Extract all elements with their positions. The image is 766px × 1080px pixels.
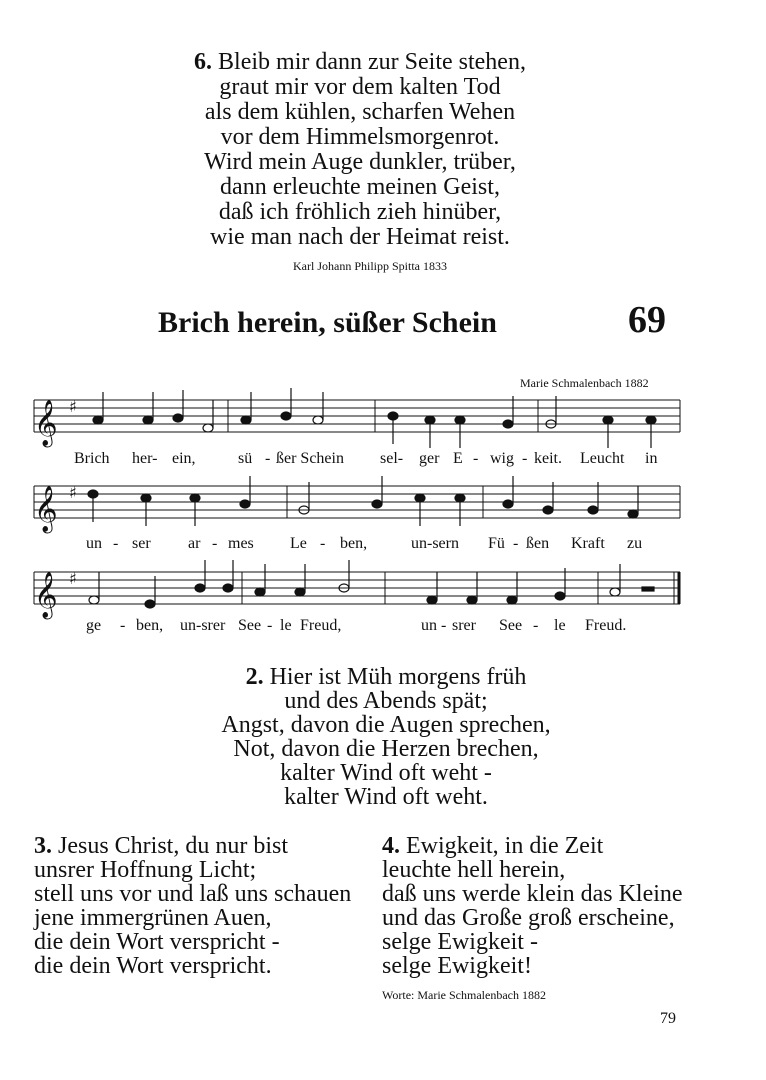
- page-number: 79: [660, 1010, 676, 1027]
- stanza-line: vor dem Himmelsmorgenrot.: [220, 124, 500, 150]
- stanza-line: 3. Jesus Christ, du nur bist: [34, 833, 289, 859]
- lyric-syllable: ßer Schein: [276, 450, 344, 467]
- lyric-syllable: ben,: [340, 535, 368, 552]
- stanza-line: Wird mein Auge dunkler, trüber,: [204, 149, 516, 175]
- stanza-line: als dem kühlen, scharfen Wehen: [204, 99, 516, 125]
- lyric-hyphen: -: [267, 617, 273, 634]
- composer-credit: Marie Schmalenbach 1882: [520, 376, 649, 390]
- stanza-line: Not, davon die Herzen brechen,: [233, 736, 539, 762]
- stanza-3: [34, 834, 351, 978]
- lyric-syllable: ser: [132, 535, 151, 552]
- stanza-line: kalter Wind oft weht -: [280, 760, 492, 786]
- hymn-number: 69: [628, 299, 666, 341]
- stanza-line: 4. Ewigkeit, in die Zeit: [382, 833, 604, 859]
- treble-clef-icon: 𝄞: [34, 400, 58, 446]
- stanza-number: 6.: [194, 49, 213, 75]
- words-credit: Worte: Marie Schmalenbach 1882: [382, 988, 546, 1002]
- stanza-2: [196, 665, 576, 809]
- lyric-hyphen: -: [113, 535, 119, 552]
- lyric-syllable: le: [280, 617, 292, 634]
- lyric-hyphen: -: [120, 617, 126, 634]
- stanza-line: die dein Wort verspricht.: [34, 953, 272, 979]
- lyric-syllable: See: [499, 617, 523, 634]
- lyric-syllable: Fü: [488, 535, 505, 552]
- stanza-line: dann erleuchte meinen Geist,: [220, 174, 500, 200]
- stanza-4: [382, 834, 683, 978]
- lyric-syllable: wig: [490, 450, 514, 467]
- lyric-syllable: ein,: [172, 450, 196, 467]
- stanza-line: und das Große groß erscheine,: [382, 905, 675, 931]
- stanza-line: wie man nach der Heimat reist.: [210, 224, 510, 250]
- stanza-number: 2.: [245, 664, 264, 690]
- treble-clef-icon: 𝄞: [34, 572, 58, 618]
- stanza-line: graut mir vor dem kalten Tod: [219, 74, 501, 100]
- stanza-line: und des Abends spät;: [284, 688, 488, 714]
- lyric-syllable: in: [645, 450, 658, 467]
- lyric-syllable: Kraft: [571, 535, 605, 552]
- stanza-line: daß ich fröhlich zieh hinüber,: [218, 199, 502, 225]
- staff-system-1: [34, 400, 680, 432]
- lyric-syllable: Le: [290, 535, 307, 552]
- lyric-syllable: un: [421, 617, 437, 634]
- lyric-hyphen: -: [533, 617, 539, 634]
- lyric-syllable: un: [86, 535, 102, 552]
- lyric-hyphen: -: [265, 450, 271, 467]
- lyric-hyphen: -: [522, 450, 528, 467]
- staff-system-2: [34, 486, 680, 518]
- stanza-line: die dein Wort verspricht -: [34, 929, 280, 955]
- staff-system-3: [34, 572, 680, 604]
- lyric-syllable: le: [554, 617, 566, 634]
- lyric-hyphen: -: [212, 535, 218, 552]
- stanza-line: Angst, davon die Augen sprechen,: [221, 712, 551, 738]
- lyric-syllable: Freud,: [300, 617, 342, 634]
- stanza-line: selge Ewigkeit -: [382, 929, 538, 955]
- stanza-line: unsrer Hoffnung Licht;: [34, 857, 257, 883]
- lyric-syllable: srer: [452, 617, 476, 634]
- hymn-title: Brich herein, süßer Schein: [158, 306, 497, 339]
- lyric-syllable: ger: [419, 450, 440, 467]
- lyric-syllable: keit.: [534, 450, 562, 467]
- lyric-syllable: mes: [228, 535, 254, 552]
- lyric-syllable: ßen: [526, 535, 550, 552]
- lyric-syllable: ben,: [136, 617, 164, 634]
- lyric-syllable: un-srer: [180, 617, 226, 634]
- stanza-line: kalter Wind oft weht.: [284, 784, 488, 810]
- stanza-number: 3.: [34, 833, 52, 859]
- stanza-number: 4.: [382, 833, 400, 859]
- lyric-syllable: ar: [188, 535, 201, 552]
- lyric-syllable: See: [238, 617, 262, 634]
- lyric-hyphen: -: [441, 617, 447, 634]
- lyric-syllable: zu: [627, 535, 643, 552]
- lyric-syllable: her-: [132, 450, 158, 467]
- sharp-icon: ♯: [69, 397, 77, 416]
- lyric-hyphen: -: [513, 535, 519, 552]
- sharp-icon: ♯: [69, 483, 77, 502]
- lyric-hyphen: -: [320, 535, 326, 552]
- sharp-icon: ♯: [69, 569, 77, 588]
- lyric-syllable: Leucht: [580, 450, 625, 467]
- stanza-line: 6. Bleib mir dann zur Seite stehen,: [194, 49, 526, 75]
- lyric-syllable: sü: [238, 450, 253, 467]
- lyric-syllable: E: [453, 450, 463, 467]
- stanza-line: stell uns vor und laß uns schauen: [34, 881, 352, 907]
- stanza-line: jene immergrünen Auen,: [34, 905, 272, 931]
- stanza-line: selge Ewigkeit!: [382, 953, 532, 979]
- lyric-syllable: Freud.: [585, 617, 627, 634]
- lyric-syllable: ge: [86, 617, 102, 634]
- stanza-6-author: Karl Johann Philipp Spitta 1833: [293, 259, 447, 273]
- lyric-syllable: sel-: [380, 450, 404, 467]
- stanza-line: daß uns werde klein das Kleine: [382, 881, 683, 907]
- stanza-line: leuchte hell herein,: [382, 857, 566, 883]
- stanza-line: 2. Hier ist Müh morgens früh: [245, 664, 527, 690]
- lyric-syllable: un-sern: [411, 535, 459, 552]
- lyric-syllable: Brich: [74, 450, 110, 467]
- treble-clef-icon: 𝄞: [34, 486, 58, 532]
- lyric-hyphen: -: [473, 450, 479, 467]
